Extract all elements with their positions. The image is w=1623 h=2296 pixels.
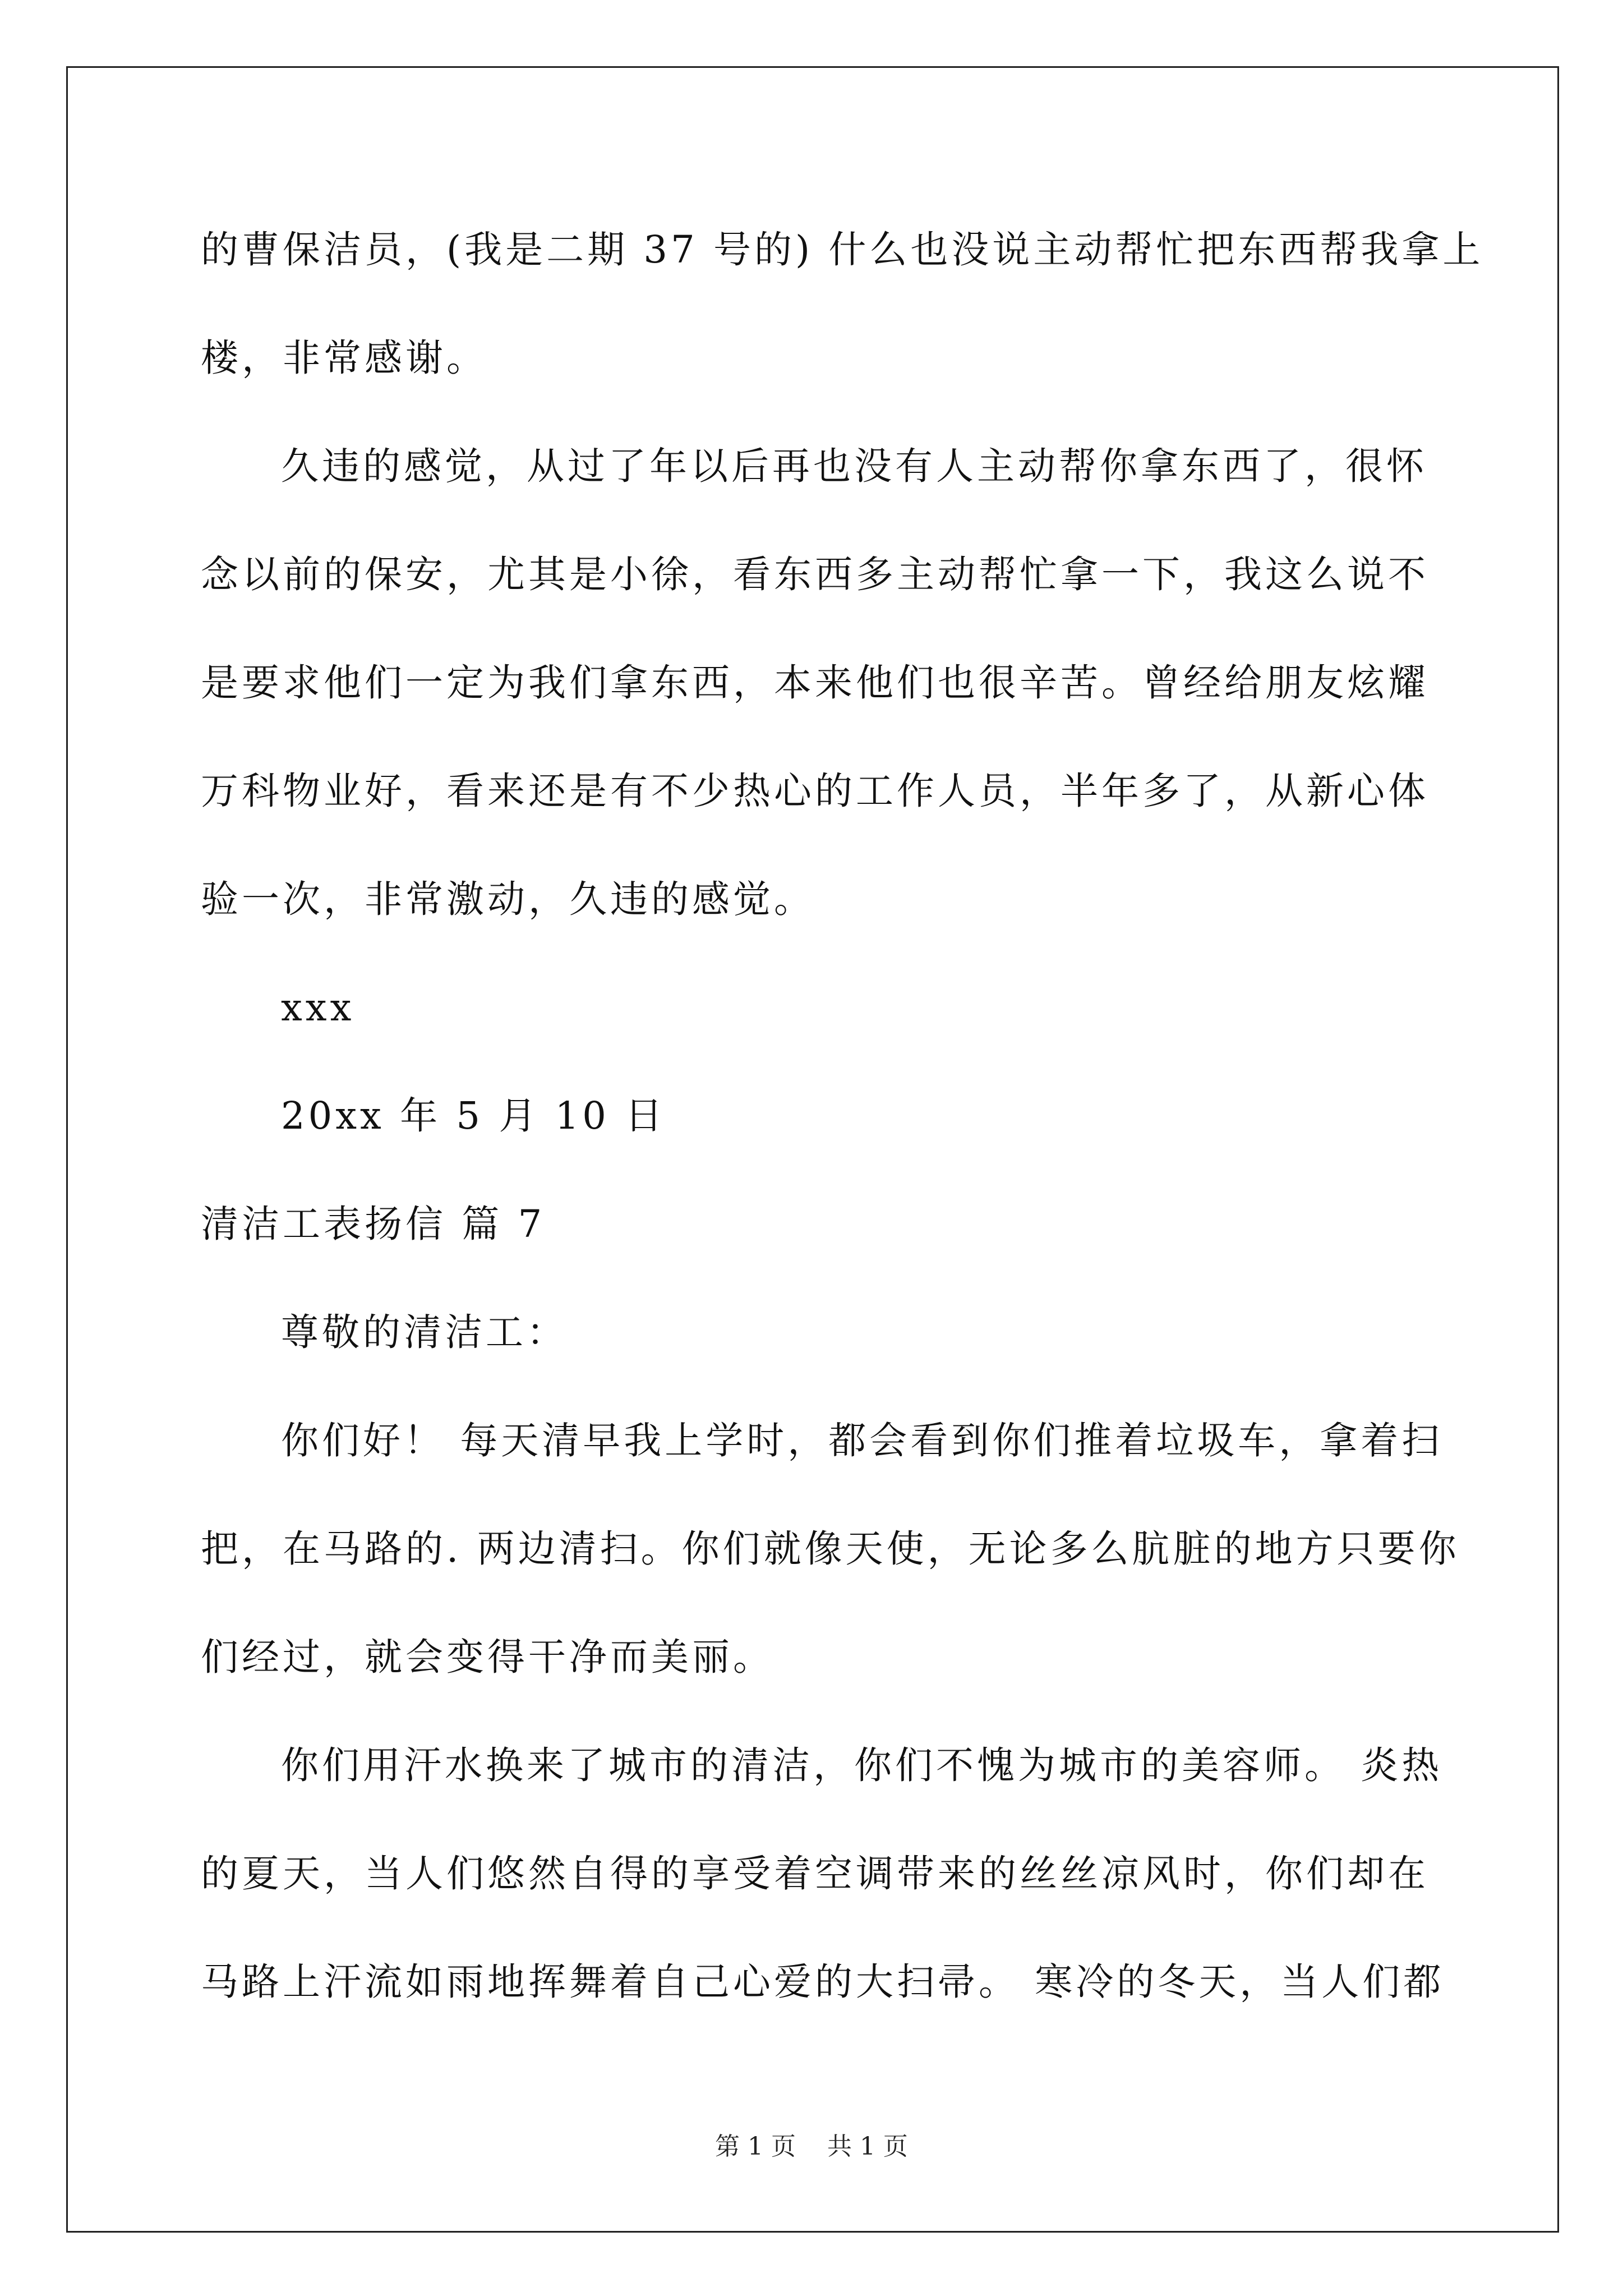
date-line: 20xx 年 5 月 10 日 [281, 1094, 666, 1138]
text-line: 久违的感觉，从过了年以后再也没有人主动帮你拿东西了，很怀 [281, 444, 1427, 488]
page-footer: 第 1 页 共 1 页 [715, 2132, 908, 2161]
section-title: 清洁工表扬信 篇 7 [201, 1202, 546, 1246]
text-line: 的夏天，当人们悠然自得的享受着空调带来的丝丝凉风时，你们却在 [201, 1852, 1429, 1895]
salutation: 尊敬的清洁工： [281, 1310, 568, 1354]
text-line: 楼，非常感谢。 [201, 336, 487, 380]
signature: xxx [281, 986, 355, 1029]
text-line: 的曹保洁员，(我是二期 37 号的) 什么也没说主动帮忙把东西帮我拿上 [201, 228, 1484, 272]
text-line: 你们好！ 每天清早我上学时，都会看到你们推着垃圾车，拿着扫 [281, 1419, 1443, 1462]
document-body [201, 222, 1484, 2062]
text-line: 马路上汗流如雨地挥舞着自己心爱的大扫帚。 寒冷的冬天，当人们都 [201, 1960, 1445, 2004]
text-line: 是要求他们一定为我们拿东西，本来他们也很辛苦。曾经给朋友炫耀 [201, 661, 1429, 705]
text-line: 把，在马路的. 两边清扫。你们就像天使，无论多么肮脏的地方只要你 [201, 1527, 1460, 1571]
text-line: 你们用汗水换来了城市的清洁，你们不愧为城市的美容师。 炎热 [281, 1743, 1443, 1787]
text-line: 验一次，非常激动，久违的感觉。 [201, 877, 815, 921]
text-line: 们经过，就会变得干净而美丽。 [201, 1635, 774, 1679]
text-line: 万科物业好，看来还是有不少热心的工作人员，半年多了，从新心体 [201, 769, 1429, 813]
text-line: 念以前的保安，尤其是小徐，看东西多主动帮忙拿一下，我这么说不 [201, 553, 1429, 596]
